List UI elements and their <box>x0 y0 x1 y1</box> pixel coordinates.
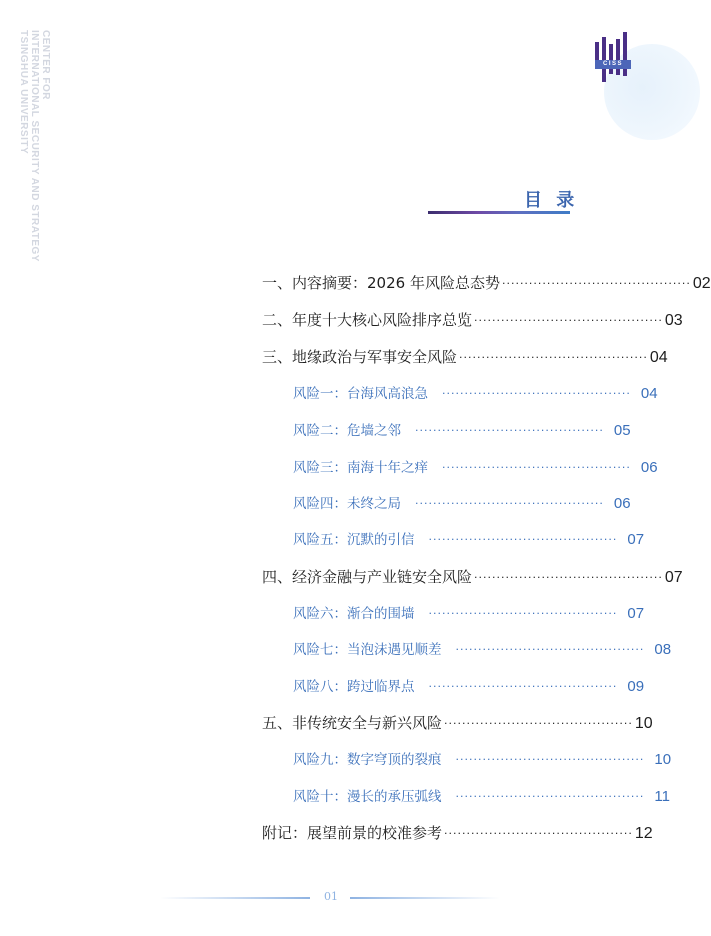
toc-leader-dots: ·········································· <box>474 571 663 584</box>
toc-subentry-label: 风险九：数字穹顶的裂痕 <box>293 752 442 768</box>
toc-subentry-label: 风险六：渐合的围墙 <box>293 606 415 622</box>
footer-line-left <box>160 897 310 899</box>
side-text-line-1: CENTER FOR <box>40 30 51 100</box>
toc-subentry[interactable] <box>293 382 658 402</box>
toc-leader-dots: ·········································· <box>455 790 645 803</box>
toc-leader-dots: ·········································· <box>442 461 631 474</box>
toc-entry-label: 二、年度十大核心风险排序总览 <box>262 311 473 329</box>
toc-entry-page: 02 <box>692 275 711 292</box>
footer-line-right <box>350 897 500 899</box>
toc-leader-dots: ·········································· <box>455 753 645 766</box>
toc-leader-dots: ·········································· <box>444 717 633 730</box>
toc-subentry-page: 06 <box>640 459 658 476</box>
toc-subentry-page: 08 <box>654 641 672 658</box>
toc-leader-dots: ·········································· <box>428 533 618 546</box>
toc-title: 目 录 <box>524 190 579 211</box>
toc-entry[interactable] <box>262 712 653 733</box>
toc-subentry-page: 04 <box>640 385 658 402</box>
toc-leader-dots: ·········································· <box>474 314 663 327</box>
toc-entry-page: 04 <box>649 349 668 366</box>
toc-subentry-label: 风险二：危墙之邻 <box>293 423 401 439</box>
toc-entry-label: 四、经济金融与产业链安全风险 <box>262 568 473 586</box>
toc-leader-dots: ·········································· <box>442 387 631 400</box>
toc-entry[interactable] <box>262 309 683 330</box>
toc-subentry[interactable] <box>293 602 645 622</box>
toc-subentry-page: 09 <box>627 678 645 695</box>
toc-subentry-label: 风险十：漫长的承压弧线 <box>293 789 442 805</box>
toc-subentry-label: 风险三：南海十年之痒 <box>293 460 428 476</box>
toc-entry[interactable] <box>262 346 668 367</box>
toc-leader-dots: ·········································· <box>428 607 618 620</box>
toc-entry[interactable] <box>262 566 683 587</box>
logo-bar <box>623 32 627 76</box>
toc-subentry-page: 06 <box>613 495 631 512</box>
toc-subentry[interactable] <box>293 528 645 548</box>
toc-subentry[interactable] <box>293 675 645 695</box>
toc-entry-page: 12 <box>634 825 653 842</box>
toc-subentry-page: 07 <box>627 531 645 548</box>
toc-subentry[interactable] <box>293 492 631 512</box>
toc-entry[interactable] <box>262 822 653 843</box>
toc-subentry-label: 风险四：未终之局 <box>293 496 401 512</box>
toc-subentry-label: 风险一：台海风高浪急 <box>293 386 428 402</box>
toc-entry-page: 07 <box>664 569 683 586</box>
toc-entry-label: 一、内容摘要：2026 年风险总态势 <box>262 274 500 292</box>
side-text-line-2: INTERNATIONAL SECURITY AND STRATEGY <box>29 30 40 262</box>
toc-leader-dots: ·········································· <box>455 643 645 656</box>
toc-leader-dots: ·········································· <box>415 497 604 510</box>
toc-entry-page: 03 <box>664 312 683 329</box>
toc-subentry-page: 05 <box>613 422 631 439</box>
toc-subentry-page: 11 <box>654 788 670 805</box>
toc-leader-dots: ·········································· <box>501 277 691 290</box>
toc-subentry[interactable] <box>293 748 672 768</box>
logo-bar <box>609 44 613 74</box>
toc-subentry-label: 风险五：沉默的引信 <box>293 532 415 548</box>
toc-entry-label: 附记：展望前景的校准参考 <box>262 824 443 842</box>
toc-leader-dots: ·········································· <box>428 680 618 693</box>
side-text-line-3: TSINGHUA UNIVERSITY <box>18 30 29 155</box>
toc-entry-page: 10 <box>634 715 653 732</box>
toc-entry-label: 三、地缘政治与军事安全风险 <box>262 348 458 366</box>
toc-entry-label: 五、非传统安全与新兴风险 <box>262 714 443 732</box>
toc-subentry[interactable] <box>293 785 670 805</box>
page-number: 01 <box>324 890 338 903</box>
ciss-logo <box>595 32 631 84</box>
title-underline <box>428 211 570 214</box>
toc-subentry[interactable] <box>293 456 658 476</box>
toc-subentry[interactable] <box>293 419 631 439</box>
institution-side-text <box>18 30 51 262</box>
toc-subentry-label: 风险七：当泡沫遇见顺差 <box>293 642 442 658</box>
toc-subentry-page: 10 <box>654 751 672 768</box>
logo-letters: CISS <box>595 60 631 69</box>
toc-leader-dots: ·········································· <box>459 351 648 364</box>
toc-subentry[interactable] <box>293 638 672 658</box>
toc-leader-dots: ·········································· <box>444 827 633 840</box>
logo-bar <box>616 39 620 75</box>
toc-leader-dots: ·········································· <box>415 424 604 437</box>
toc-subentry-page: 07 <box>627 605 645 622</box>
toc-entry[interactable] <box>262 272 711 293</box>
toc-subentry-label: 风险八：跨过临界点 <box>293 679 415 695</box>
